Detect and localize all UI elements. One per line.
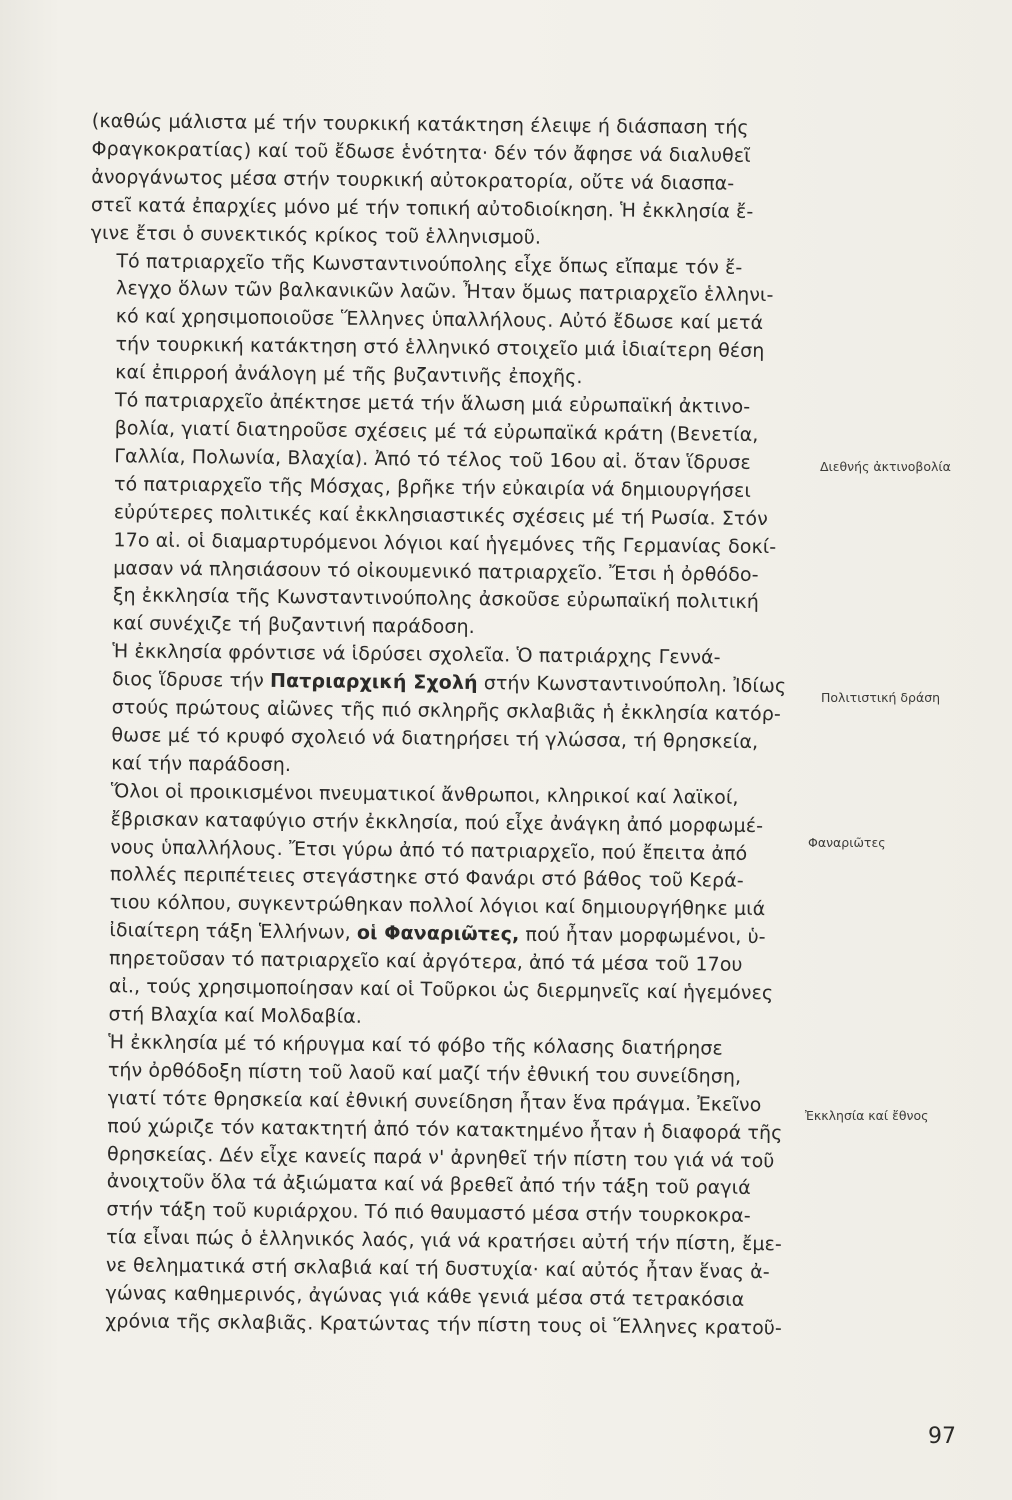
- text-line: ἔβρισκαν καταφύγιο στήν ἐκκλησία, πού εἶχε ἀνάγκη ἀπό μορφωμέ-: [110, 807, 764, 837]
- text-line: πού χώριζε τόν κατακτητή ἀπό τόν κατακτημένο ἦταν ἡ διαφορά τῆς: [107, 1114, 783, 1144]
- margin-note-international: Διεθνής ἀκτινοβολία: [820, 459, 951, 474]
- margin-note-phanariots: Φαναριῶτες: [808, 835, 886, 850]
- bold-term: οἱ Φαναριῶτες,: [356, 922, 520, 946]
- text-line: θωσε μέ τό κρυφό σχολειό νά διατηρήσει τή γλώσσα, τή θρησκεία,: [111, 724, 759, 753]
- text-line: στή Βλαχία καί Μολδαβία.: [108, 1003, 363, 1028]
- text-line: Ἡ ἐκκλησία φρόντισε νά ἱδρύσει σχολεῖα. Ὁ πατριάρχης Γεννά-: [112, 640, 721, 669]
- text-line: μασαν νά πλησιάσουν τό οἰκουμενικό πατριαρχεῖο. Ἔτσι ἡ ὀρθόδο-: [113, 556, 759, 586]
- text-line: καί ἐπιρροή ἀνάλογη μέ τῆς βυζαντινῆς ἐποχῆς.: [115, 361, 583, 389]
- text-line: θρησκείας. Δέν εἶχε κανείς παρά ν' ἀρνηθεῖ τήν πίστη του γιά νά τοῦ: [106, 1142, 775, 1172]
- text-line: 17ο αἰ. οἱ διαμαρτυρόμενοι λόγιοι καί ἡγεμόνες τῆς Γερμανίας δοκί-: [113, 528, 777, 558]
- text-line: πηρετοῦσαν τό πατριαρχεῖο καί ἀργότερα, ἀπό τά μέσα τοῦ 17ου: [108, 947, 743, 977]
- text-line: γιατί τότε θρησκεία καί ἐθνική συνείδηση ἦταν ἕνα πράγμα. Ἐκεῖνο: [107, 1086, 762, 1116]
- margin-note-cultural: Πολιτιστική δράση: [821, 690, 941, 705]
- text-line: ξη ἐκκλησία τῆς Κωνσταντινούπολης ἀσκοῦσε εὐρωπαϊκή πολιτική: [112, 584, 760, 614]
- text-line: εὐρύτερες πολιτικές καί ἐκκλησιαστικές σχέσεις μέ τή Ρωσία. Στόν: [113, 500, 769, 530]
- paragraph-5: [82, 778, 775, 1036]
- paragraph-3: [86, 387, 779, 645]
- main-body-text: [79, 108, 787, 1343]
- text-run: στήν Κωνσταντινούπολη. Ἰδίως: [477, 672, 787, 698]
- text-line: στεῖ κατά ἐπαρχίες μόνο μέ τήν τοπική αὐτοδιοίκηση. Ἡ ἐκκλησία ἔ-: [90, 193, 754, 223]
- text-line: Τό πατριαρχεῖο τῆς Κωνσταντινούπολης εἶχε ὅπως εἴπαμε τόν ἔ-: [116, 249, 743, 279]
- text-line: τό πατριαρχεῖο τῆς Μόσχας, βρῆκε τήν εὐκαιρία νά δημιουργήσει: [113, 473, 752, 502]
- text-line: στήν τάξη τοῦ κυριάρχου. Τό πιό θαυμαστό μέσα στήν τουρκοκρα-: [106, 1198, 751, 1228]
- text-line: λεγχο ὅλων τῶν βαλκανικῶν λαῶν. Ἦταν ὅμως πατριαρχεῖο ἑλληνι-: [115, 277, 774, 307]
- text-line: τία εἶναι πώς ὁ ἑλληνικός λαός, γιά νά κρατήσει αὐτή τήν πίστη, ἔμε-: [106, 1226, 783, 1256]
- text-run: ἰδιαίτερη τάξη Ἑλλήνων,: [109, 919, 358, 945]
- text-line: κό καί χρησιμοποιοῦσε Ἕλληνες ὑπαλλήλους. Αὐτό ἔδωσε καί μετά: [115, 305, 764, 335]
- text-line: βολία, γιατί διατηροῦσε σχέσεις μέ τά εὐρωπαϊκά κράτη (Βενετία,: [114, 417, 759, 446]
- text-line: στούς πρώτους αἰῶνες τῆς πιό σκληρῆς σκλαβιᾶς ἡ ἐκκλησία κατόρ-: [111, 696, 782, 726]
- text-line: ἀνοργάνωτος μέσα στήν τουρκική αὐτοκρατορία, οὔτε νά διασπα-: [91, 165, 735, 195]
- text-line: καί συνέχιζε τή βυζαντινή παράδοση.: [112, 612, 475, 639]
- text-line: τήν τουρκική κατάκτηση στό ἑλληνικό στοιχεῖο μιά ἰδιαίτερη θέση: [115, 333, 765, 363]
- text-line: πολλές περιπέτειες στεγάστηκε στό Φανάρι στό βάθος τοῦ Κερά-: [109, 863, 744, 893]
- paragraph-2: [89, 248, 780, 395]
- text-line: νους ὑπαλλήλους. Ἔτσι γύρω ἀπό τό πατριαρχεῖο, πού ἔπειτα ἀπό: [110, 835, 748, 865]
- text-line: γώνας καθημερινός, ἀγώνας γιά κάθε γενιά μέσα στά τετρακόσια: [105, 1282, 745, 1311]
- text-run: πού ἦταν μορφωμένοι, ὑ-: [519, 923, 766, 949]
- paragraph-1: [91, 108, 782, 255]
- text-line: αἰ., τούς χρησιμοποίησαν καί οἱ Τοῦρκοι ὡς διερμηνεῖς καί ἡγεμόνες: [108, 975, 774, 1005]
- paragraph-6: [79, 1029, 783, 1343]
- text-line: ἀνοιχτοῦν ὅλα τά ἀξιώματα καί νά βρεθεῖ ἀπό τήν τάξη τοῦ ραγιά: [106, 1170, 751, 1200]
- text-line: τιου κόλπου, συγκεντρώθηκαν πολλοί λόγιοι καί δημιουργήθηκε μιά: [109, 891, 766, 921]
- text-line: (καθώς μάλιστα μέ τήν τουρκική κατάκτηση έλειψε ή διάσπαση τής: [91, 109, 749, 139]
- bold-term: Πατριαρχική Σχολή: [269, 670, 478, 695]
- text-line: Φραγκοκρατίας) καί τοῦ ἔδωσε ἑνότητα· δέν τόν ἄφησε νά διαλυθεῖ: [91, 137, 751, 167]
- text-line: Γαλλία, Πολωνία, Βλαχία). Ἀπό τό τέλος τοῦ 16ου αἰ. ὅταν ἵδρυσε: [114, 445, 751, 474]
- text-line: καί τήν παράδοση.: [111, 752, 292, 776]
- text-line: Ἡ ἐκκλησία μέ τό κήρυγμα καί τό φόβο τῆς κόλασης διατήρησε: [108, 1031, 723, 1060]
- text-line: Τό πατριαρχεῖο ἀπέκτησε μετά τήν ἅλωση μιά εὐρωπαϊκή ἀκτινο-: [114, 389, 751, 418]
- text-line: τήν ὀρθόδοξη πίστη τοῦ λαοῦ καί μαζί τήν ἐθνική του συνείδηση,: [107, 1059, 742, 1088]
- text-line: χρόνια τῆς σκλαβιᾶς. Κρατώντας τήν πίστη τους οἱ Ἕλληνες κρατοῦ-: [105, 1310, 783, 1340]
- text-line: γινε ἔτσι ὁ συνεκτικός κρίκος τοῦ ἑλληνισμοῦ.: [90, 221, 542, 249]
- margin-note-church-nation: Ἐκκλησία καί ἔθνος: [805, 1108, 929, 1123]
- text-line: Ὅλοι οἱ προικισμένοι πνευματικοί ἄνθρωποι, κληρικοί καί λαϊκοί,: [110, 779, 739, 809]
- text-line: νε θεληματικά στή σκλαβιά καί τή δυστυχία· καί αὐτός ἦταν ἕνας ἀ-: [105, 1254, 770, 1284]
- paragraph-4: [85, 638, 787, 785]
- page-number: 97: [928, 1424, 956, 1449]
- text-run: διος ἵδρυσε τήν: [111, 668, 271, 693]
